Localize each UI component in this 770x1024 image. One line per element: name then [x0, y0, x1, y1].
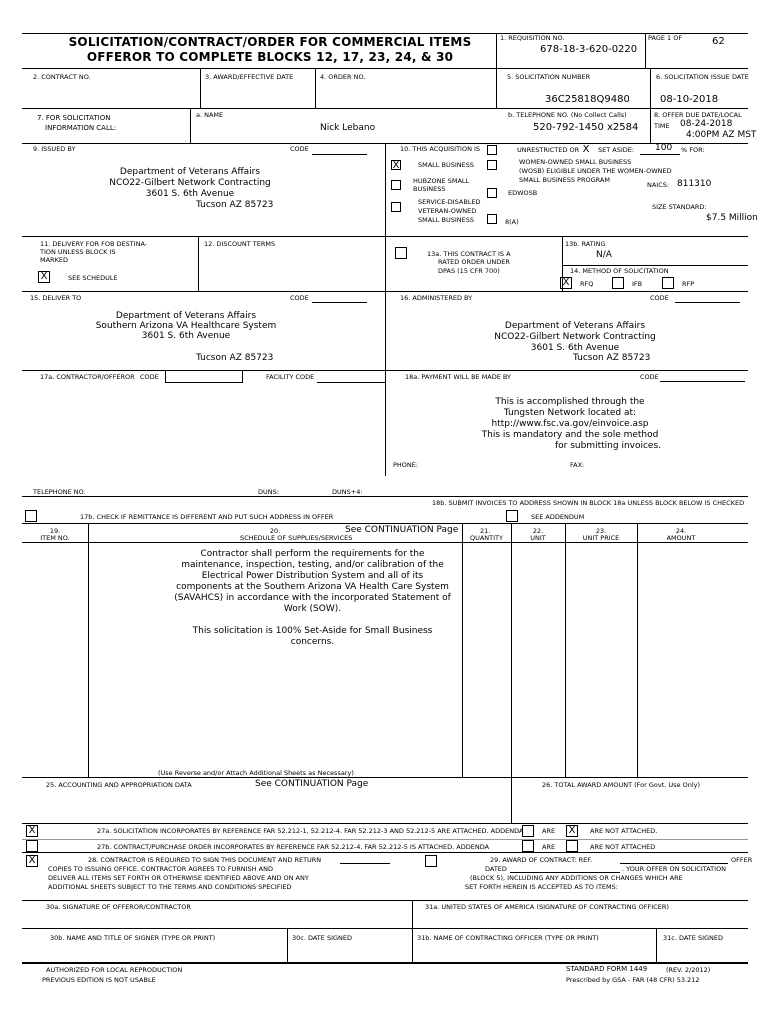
signer-name-label: 30b. NAME AND TITLE OF SIGNER (TYPE OR PRINT) [50, 934, 216, 942]
requisition-value[interactable]: 678-18-3-620-0220 [540, 44, 638, 55]
administered-by-line2: NCO22-Gilbert Network Contracting [494, 332, 656, 342]
sdvosb-line3: SMALL BUSINESS [418, 216, 474, 224]
col19-num: 19. [49, 527, 61, 535]
duns-label: DUNS: [258, 488, 279, 496]
solicitation-number-value[interactable]: 36C25818Q9480 [545, 94, 630, 105]
col23-header: UNIT PRICE [582, 534, 620, 542]
naics-value[interactable]: 811310 [677, 179, 712, 189]
block27a-are-not-checkbox[interactable]: X [566, 825, 578, 837]
offer-due-label: 8. OFFER DUE DATE/LOCAL [654, 111, 742, 119]
block28-checkbox[interactable]: X [26, 855, 38, 867]
block27b-checkbox[interactable] [26, 840, 38, 852]
description-line2: maintenance, inspection, testing, and/or calibration of the [181, 560, 444, 570]
issued-by-label: 9. ISSUED BY [33, 145, 76, 153]
payment-line1: This is accomplished through the [495, 397, 645, 407]
issued-by-line2: NCO22-Gilbert Network Contracting [109, 178, 271, 188]
see-addendum-label: SEE ADDENDUM [531, 513, 585, 521]
col20-header: SCHEDULE OF SUPPLIES/SERVICES [240, 534, 353, 542]
footer-previous-edition: PREVIOUS EDITION IS NOT USABLE [42, 976, 156, 984]
signer-date-label: 30c. DATE SIGNED [292, 934, 353, 942]
block27a-are-checkbox[interactable] [522, 825, 534, 837]
schedule-continuation: See CONTINUATION Page [345, 525, 459, 535]
eight-a-label: 8(A) [505, 218, 519, 226]
remittance-label: 17b. CHECK IF REMITTANCE IS DIFFERENT AND PUT SUCH ADDRESS IN OFFER [80, 513, 334, 521]
size-standard-value[interactable]: $7.5 Million [706, 213, 758, 223]
size-standard-label: SIZE STANDARD: [652, 203, 707, 211]
unrestricted-blank-checkbox[interactable] [487, 145, 497, 155]
footer-prescribed: Prescribed by GSA - FAR (48 CFR) 53.212 [566, 976, 700, 984]
signature-offeror-label: 30a. SIGNATURE OF OFFEROR/CONTRACTOR [46, 903, 191, 911]
col20-num: 20. [269, 527, 281, 535]
administered-by-line1: Department of Veterans Affairs [504, 321, 646, 331]
rated-order-checkbox[interactable] [395, 247, 407, 259]
ifb-label: IFB [632, 280, 643, 288]
block27b-are-checkbox[interactable] [522, 840, 534, 852]
submit-invoices-label: 18b. SUBMIT INVOICES TO ADDRESS SHOWN IN BLOCK 18a UNLESS BLOCK BELOW IS CHECKED [432, 499, 745, 507]
issued-by-line4: Tucson AZ 85723 [196, 200, 274, 210]
see-addendum-checkbox[interactable] [506, 510, 518, 522]
block27b-are: ARE [542, 843, 556, 851]
deliver-to-line3: 3601 S. 6th Avenue [141, 331, 231, 341]
block29-line2: . YOUR OFFER ON SOLICITATION [622, 865, 727, 873]
payment-label: 18a. PAYMENT WILL BE MADE BY [405, 373, 512, 381]
fob-line1: 11. DELIVERY FOR FOB DESTINA- [40, 240, 148, 248]
time-label: TIME [654, 122, 670, 130]
col23-num: 23. [595, 527, 607, 535]
administered-by-code-label: CODE [650, 294, 669, 302]
small-business-label: SMALL BUSINESS [418, 161, 474, 169]
method-label: 14. METHOD OF SOLICITATION [570, 267, 669, 275]
discount-terms-label: 12. DISCOUNT TERMS [204, 240, 276, 248]
rating-value[interactable]: N/A [596, 250, 612, 260]
officer-name-label: 31b. NAME OF CONTRACTING OFFICER (TYPE OR PRINT) [417, 934, 599, 942]
page-label: PAGE 1 OF [648, 34, 683, 42]
telephone-no-label: TELEPHONE NO. [33, 488, 86, 496]
description-line4: components at the Southern Arizona VA Health Care System [176, 582, 449, 592]
wosb-line1: WOMEN-OWNED SMALL BUSINESS [519, 158, 632, 166]
wosb-line2: (WOSB) ELIGIBLE UNDER THE WOMEN-OWNED [519, 167, 672, 175]
issued-by-line3: 3601 S. 6th Avenue [145, 189, 235, 199]
rated-line1: 13a. THIS CONTRACT IS A [427, 250, 511, 258]
issue-date-value[interactable]: 08-10-2018 [660, 94, 719, 105]
set-aside-label: SET ASIDE: [598, 146, 635, 154]
block27b-are-not: ARE NOT ATTACHED [590, 843, 656, 851]
contractor-code-field[interactable] [165, 370, 243, 383]
contact-name[interactable]: Nick Lebano [320, 123, 376, 133]
rfq-label: RFQ [580, 280, 594, 288]
description-line3: Electrical Power Distribution System and all of its [201, 571, 424, 581]
fob-line2: TION UNLESS BLOCK IS [40, 248, 116, 256]
duns4-label: DUNS+4: [332, 488, 363, 496]
deliver-to-line2: Southern Arizona VA Healthcare System [95, 321, 277, 331]
setaside-line1: This solicitation is 100% Set-Aside for Small Business [192, 626, 433, 636]
setaside-line2: concerns. [290, 637, 335, 647]
block27a-are-not: ARE NOT ATTACHED. [590, 827, 658, 835]
fob-line3: MARKED [40, 256, 68, 264]
officer-date-label: 31c. DATE SIGNED [663, 934, 724, 942]
facility-code-label: FACILITY CODE [266, 373, 315, 381]
block29-dated: DATED [485, 865, 507, 873]
contractor-label: 17a. CONTRACTOR/OFFEROR [40, 373, 135, 381]
deliver-to-line4: Tucson AZ 85723 [196, 353, 274, 363]
block29-line1: 29. AWARD OF CONTRACT: REF. [490, 856, 593, 864]
description-line5: (SAVAHCS) in accordance with the incorporated Statement of [174, 593, 451, 603]
block28-line1: 28. CONTRACTOR IS REQUIRED TO SIGN THIS DOCUMENT AND RETURN [88, 856, 322, 864]
payment-line5: for submitting invoices. [555, 441, 662, 451]
issue-date-label: 6. SOLICITATION ISSUE DATE [656, 73, 749, 81]
col22-header: UNIT [530, 534, 546, 542]
payment-fax-label: FAX: [570, 461, 585, 469]
accounting-label: 25. ACCOUNTING AND APPROPRIATION DATA [46, 781, 192, 789]
block27a-checkbox[interactable]: X [26, 825, 38, 837]
rated-line2: RATED ORDER UNDER [438, 258, 510, 266]
form-title-line2: OFFEROR TO COMPLETE BLOCKS 12, 17, 23, 24, & 30 [86, 50, 454, 64]
rated-line3: DPAS (15 CFR 700) [438, 267, 500, 275]
telephone-value[interactable]: 520-792-1450 x2584 [533, 122, 639, 133]
issued-by-code-label: CODE [290, 145, 309, 153]
unrestricted-label: UNRESTRICTED OR [517, 146, 580, 154]
col24-num: 24. [675, 527, 687, 535]
description-line6: Work (SOW). [283, 604, 342, 614]
wosb-checkbox[interactable] [487, 160, 497, 170]
block29-line3: (BLOCK 5), INCLUDING ANY ADDITIONS OR CHANGES WHICH ARE [470, 874, 683, 882]
small-business-checkbox[interactable]: X [392, 160, 400, 171]
contract-no-label: 2. CONTRACT NO. [33, 73, 91, 81]
block27a-text: 27a. SOLICITATION INCORPORATES BY REFERENCE FAR 52.212-1, 52.212-4. FAR 52.212-3 AND 52.212-5 ARE ATTACHED. ADDENDA [97, 827, 524, 835]
issued-by-line1: Department of Veterans Affairs [119, 167, 261, 177]
signature-officer-label: 31a. UNITED STATES OF AMERICA (SIGNATURE OF CONTRACTING OFFICER) [425, 903, 669, 911]
rfq-checkbox[interactable]: X [560, 277, 572, 289]
col22-num: 22. [532, 527, 544, 535]
rating-label: 13b. RATING [565, 240, 606, 248]
see-schedule-checkbox[interactable]: X [38, 271, 50, 283]
col21-header: QUANTITY [469, 534, 503, 542]
col21-num: 21. [480, 527, 491, 535]
accounting-value: See CONTINUATION Page [255, 779, 369, 789]
hubzone-checkbox[interactable] [391, 180, 401, 190]
payment-line3: http://www.fsc.va.gov/einvoice.asp [491, 419, 649, 429]
form-title-line1: SOLICITATION/CONTRACT/ORDER FOR COMMERCIAL ITEMS [68, 35, 472, 49]
order-no-label: 4. ORDER NO. [320, 73, 366, 81]
rfp-checkbox[interactable] [662, 277, 674, 289]
administered-by-line3: 3601 S. 6th Avenue [530, 343, 620, 353]
block28-line2: COPIES TO ISSUING OFFICE. CONTRACTOR AGREES TO FURNISH AND [48, 865, 273, 873]
footer-form-revision: (REV. 2/2012) [666, 966, 711, 974]
description-line1: Contractor shall perform the requirements for the [200, 549, 425, 559]
payment-line2: Tungsten Network located at: [503, 408, 637, 418]
wosb-line3: SMALL BUSINESS PROGRAM [519, 176, 610, 184]
page-count: 62 [712, 36, 725, 47]
requisition-label: 1. REQUISITION NO. [500, 34, 565, 42]
name-label: a. NAME [196, 111, 224, 119]
block27b-are-not-checkbox[interactable] [566, 840, 578, 852]
hubzone-line2: BUSINESS [413, 185, 446, 193]
reverse-note: (Use Reverse and/or Attach Additional Sheets as Necessary) [158, 769, 354, 777]
block27b-text: 27b. CONTRACT/PURCHASE ORDER INCORPORATES BY REFERENCE FAR 52.212-4. FAR 52.212-5 IS ATTACHED. ADDENDA [97, 843, 490, 851]
ifb-checkbox[interactable] [612, 277, 624, 289]
payment-code-label: CODE [640, 373, 659, 381]
offer-due-time[interactable]: 4:00PM AZ MST [686, 130, 757, 140]
percent-for-label: % FOR: [681, 146, 705, 154]
col24-header: AMOUNT [666, 534, 696, 542]
deliver-to-label: 15. DELIVER TO [30, 294, 82, 302]
set-aside-percent[interactable]: 100 [655, 143, 673, 153]
rfp-label: RFP [682, 280, 695, 288]
sdvosb-line1: SERVICE-DISABLED [418, 198, 481, 206]
payment-phone-label: PHONE: [393, 461, 419, 469]
award-date-label: 3. AWARD/EFFECTIVE DATE [205, 73, 294, 81]
block27a-are: ARE [542, 827, 556, 835]
unrestricted-checkbox[interactable]: X [582, 144, 590, 155]
eight-a-checkbox[interactable] [487, 214, 497, 224]
remittance-checkbox[interactable] [25, 510, 37, 522]
sdvosb-checkbox[interactable] [391, 202, 401, 212]
block28-line4: ADDITIONAL SHEETS SUBJECT TO THE TERMS AND CONDITIONS SPECIFIED [48, 883, 292, 891]
block28-line3: DELIVER ALL ITEMS SET FORTH OR OTHERWISE IDENTIFIED ABOVE AND ON ANY [48, 874, 309, 882]
edwosb-label: EDWOSB [508, 189, 538, 197]
footer-form-number: STANDARD FORM 1449 [566, 965, 648, 973]
payment-line4: This is mandatory and the sole method [481, 430, 659, 440]
administered-by-line4: Tucson AZ 85723 [573, 353, 651, 363]
see-schedule-label: SEE SCHEDULE [68, 274, 118, 282]
total-award-label: 26. TOTAL AWARD AMOUNT (For Govt. Use Only) [542, 781, 701, 789]
deliver-to-code-label: CODE [290, 294, 309, 302]
col19-header: ITEM NO. [40, 534, 70, 542]
telephone-label: b. TELEPHONE NO. (No Collect Calls) [508, 111, 627, 119]
acquisition-label: 10. THIS ACQUISITION IS [400, 145, 481, 153]
naics-label: NAICS: [647, 181, 670, 189]
footer-reproduction: AUTHORIZED FOR LOCAL REPRODUCTION [46, 966, 183, 974]
block29-checkbox[interactable] [425, 855, 437, 867]
contractor-code-label: CODE [140, 373, 159, 381]
block29-offer: OFFER [731, 856, 753, 864]
block7-label-2: INFORMATION CALL: [45, 124, 117, 132]
sdvosb-line2: VETERAN-OWNED [418, 207, 477, 215]
block7-label: 7. FOR SOLICITATION [37, 114, 111, 122]
facility-code-field[interactable] [317, 370, 385, 383]
edwosb-checkbox[interactable] [487, 188, 497, 198]
block29-line4: SET FORTH HEREIN IS ACCEPTED AS TO ITEMS: [465, 883, 618, 891]
solicitation-number-label: 5. SOLICITATION NUMBER [507, 73, 591, 81]
deliver-to-line1: Department of Veterans Affairs [115, 311, 257, 321]
hubzone-line1: HUBZONE SMALL [413, 177, 470, 185]
administered-by-label: 16. ADMINISTERED BY [400, 294, 473, 302]
offer-due-date[interactable]: 08-24-2018 [680, 119, 733, 129]
